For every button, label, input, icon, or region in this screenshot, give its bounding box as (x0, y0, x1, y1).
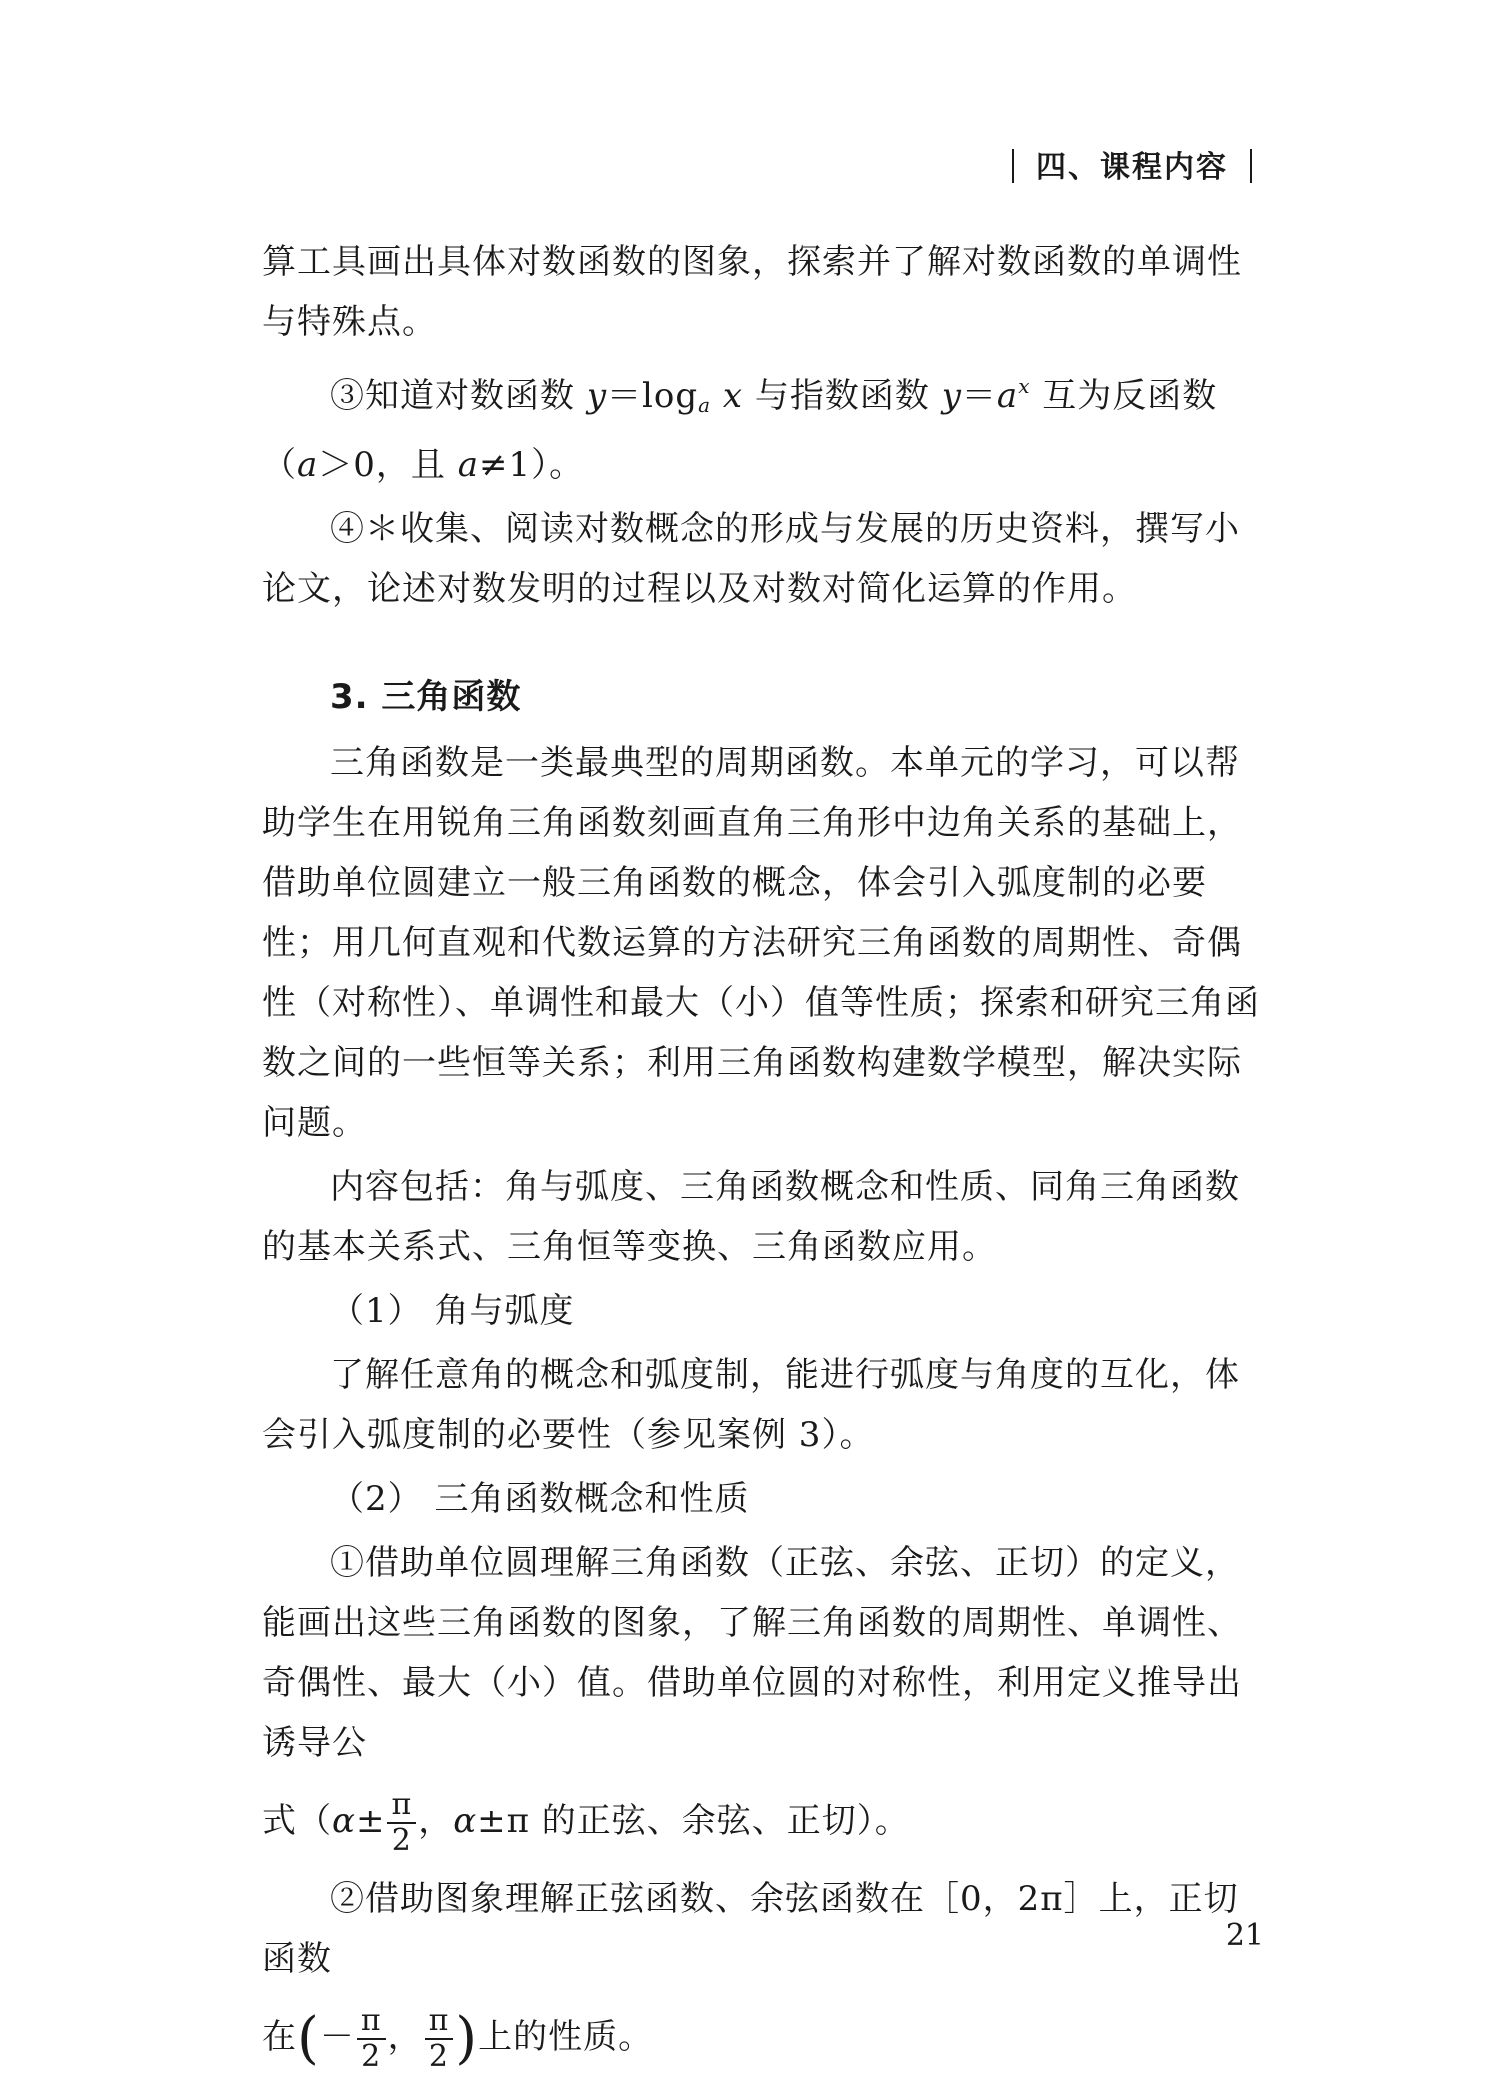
fraction-pi-over-2 (425, 2004, 454, 2074)
math-exponent: x (1018, 374, 1031, 398)
math-equals: ＝ (961, 376, 997, 416)
math-a: a (297, 445, 319, 485)
text: ＞0，且 (318, 445, 446, 485)
paragraph-tangent-interval (262, 1989, 1262, 2087)
math-alpha: α (453, 1801, 478, 1841)
page-body (262, 232, 1262, 2087)
paragraph-history: ④＊收集、阅读对数概念的形成与发展的历史资料，撰写小论文，论述对数发明的过程以及对数对简化运算的作用。 (262, 509, 1240, 609)
text: 式（ (262, 1801, 332, 1841)
math-log: ＝log (607, 376, 699, 416)
subheading-trig-properties: （2） 三角函数概念和性质 (330, 1479, 750, 1519)
paragraph-content-list: 内容包括：角与弧度、三角函数概念和性质、同角三角函数的基本关系式、三角恒等变换、三角函数应用。 (262, 1167, 1240, 1267)
math-a: a (457, 445, 480, 485)
fraction-numerator: π (387, 1788, 416, 1824)
header-bar-right (1250, 149, 1252, 183)
paragraph-induction-formula (262, 1773, 1262, 1869)
text: ≠1）。 (479, 445, 585, 485)
right-paren: ) (455, 2006, 479, 2071)
paragraph-inverse-function (262, 356, 1262, 495)
text: 互为反函数（ (262, 376, 1218, 485)
math-y: y (941, 376, 962, 416)
fraction-pi-over-2 (387, 1788, 416, 1858)
fraction-denominator: 2 (391, 1823, 412, 1858)
fraction-numerator: π (357, 2004, 386, 2040)
math-minus: － (319, 2017, 355, 2057)
page-number: 21 (1225, 1918, 1264, 1953)
paragraph-sine-cosine-graph: ②借助图象理解正弦函数、余弦函数在［0，2π］上，正切函数 (262, 1879, 1239, 1979)
fraction-pi-over-2 (357, 2004, 386, 2074)
paragraph-trig-intro: 三角函数是一类最典型的周期函数。本单元的学习，可以帮助学生在用锐角三角函数刻画直角三角形中边角关系的基础上，借助单位圆建立一般三角函数的概念，体会引入弧度制的必要性；用几何直观和代数运算的方法研究三角函数的周期性、奇偶性（对称性）、单调性和最大（小）值等性质；探索和研究三角函数之间的一些恒等关系；利用三角函数构建数学模型，解决实际问题。 (262, 743, 1260, 1143)
math-x: x (722, 376, 744, 416)
math-plus-minus: ± (355, 1801, 386, 1841)
text: ±π 的正弦、余弦、正切）。 (477, 1801, 910, 1841)
math-alpha: α (332, 1801, 356, 1841)
paragraph-radian: 了解任意角的概念和弧度制，能进行弧度与角度的互化，体会引入弧度制的必要性（参见案例 3）。 (262, 1355, 1240, 1455)
paragraph-log-continued: 算工具画出具体对数函数的图象，探索并了解对数函数的单调性与特殊点。 (262, 242, 1242, 342)
text: 在 (262, 2017, 297, 2057)
text: 上的性质。 (478, 2017, 654, 2057)
fraction-denominator: 2 (361, 2039, 382, 2074)
math-y: y (586, 376, 608, 416)
section-heading: 3. 三角函数 (330, 677, 522, 717)
fraction-numerator: π (425, 2004, 454, 2040)
running-header (990, 142, 1274, 186)
text: ， (387, 2017, 423, 2057)
header-section-title: 四、课程内容 (1036, 150, 1228, 185)
fraction-denominator: 2 (428, 2039, 449, 2074)
text: ， (418, 1801, 454, 1841)
left-paren: ( (297, 2006, 320, 2071)
subheading-angle-radian: （1） 角与弧度 (330, 1291, 575, 1331)
math-a: a (996, 376, 1019, 416)
text: 与指数函数 (754, 376, 930, 416)
header-bar-left (1012, 149, 1014, 183)
paragraph-unit-circle: ①借助单位圆理解三角函数（正弦、余弦、正切）的定义，能画出这些三角函数的图象，了解三角函数的周期性、单调性、奇偶性、最大（小）值。借助单位圆的对称性，利用定义推导出诱导公 (262, 1543, 1242, 1763)
math-log-base: a (698, 393, 712, 417)
text: ③知道对数函数 (330, 376, 575, 416)
